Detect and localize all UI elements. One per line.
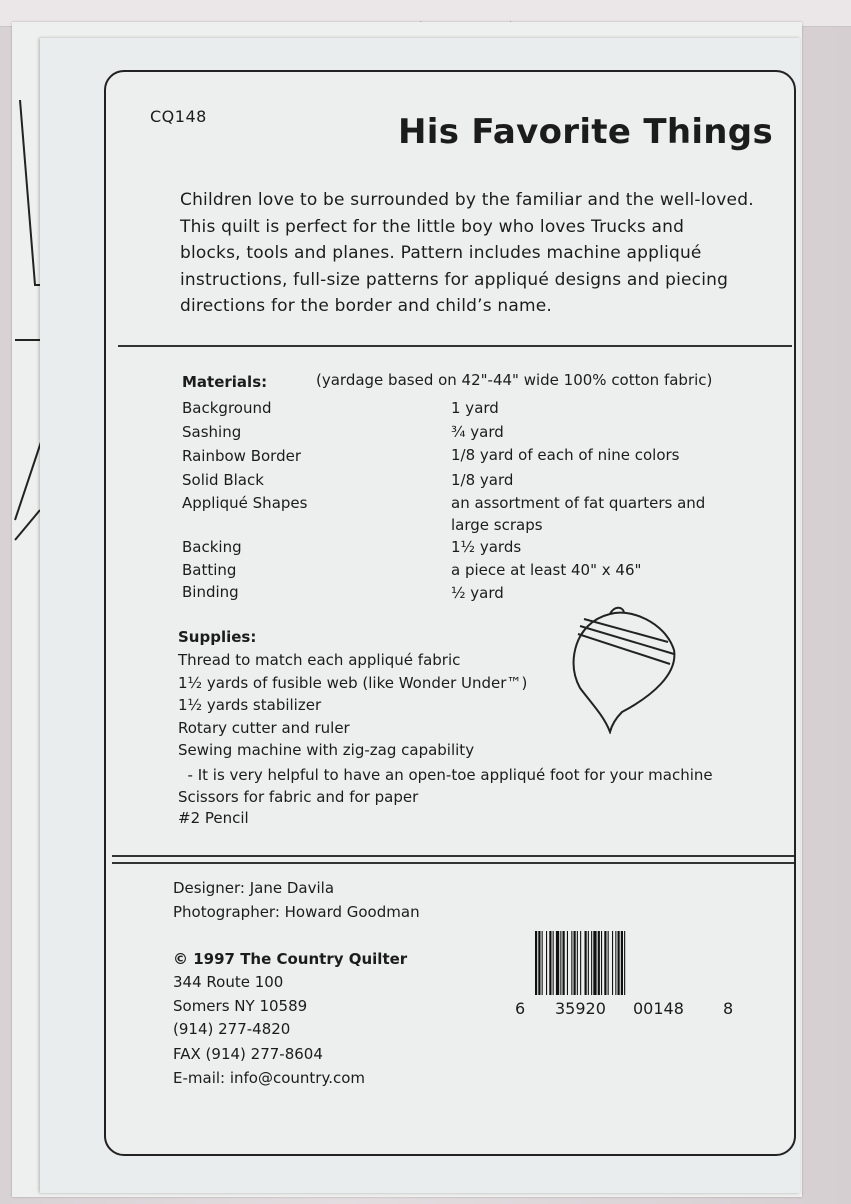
address-line: Somers NY 10589 xyxy=(173,997,308,1015)
material-amount: 1 yard xyxy=(451,399,499,417)
intro-line: This quilt is perfect for the little boy who loves Trucks and xyxy=(180,216,685,237)
supply-item: 1½ yards stabilizer xyxy=(178,696,322,714)
materials-note: (yardage based on 42"-44" wide 100% cotton fabric) xyxy=(316,371,713,389)
section-divider xyxy=(112,855,794,857)
fax-number: FAX (914) 277-8604 xyxy=(173,1045,323,1063)
intro-line: instructions, full-size patterns for appliqué designs and piecing xyxy=(180,269,729,290)
material-amount-continued: large scraps xyxy=(451,516,543,534)
intro-line: Children love to be surrounded by the familiar and the well-loved. xyxy=(180,190,754,210)
material-name: Batting xyxy=(182,561,237,579)
supply-item: 1½ yards of fusible web (like Wonder Under™) xyxy=(178,674,528,692)
phone-number: (914) 277-4820 xyxy=(173,1020,291,1038)
material-name: Rainbow Border xyxy=(182,447,301,465)
material-amount: 1½ yards xyxy=(451,538,522,556)
material-name: Appliqué Shapes xyxy=(182,494,308,512)
supply-item: Thread to match each appliqué fabric xyxy=(178,651,461,669)
material-name: Solid Black xyxy=(182,471,264,489)
spinning-top-icon xyxy=(570,604,678,734)
material-amount: 1/8 yard of each of nine colors xyxy=(451,446,680,464)
page-title: His Favorite Things xyxy=(398,112,773,152)
material-name: Backing xyxy=(182,538,242,556)
intro-line: blocks, tools and planes. Pattern includes machine appliqué xyxy=(180,243,702,263)
barcode-digit-group: 00148 xyxy=(633,999,684,1018)
material-name: Background xyxy=(182,399,272,417)
email-address: E-mail: info@country.com xyxy=(173,1069,366,1087)
material-amount: 1/8 yard xyxy=(451,471,514,489)
material-amount: ¾ yard xyxy=(451,423,504,441)
material-amount: ½ yard xyxy=(451,584,504,602)
supply-item: Sewing machine with zig-zag capability xyxy=(178,741,475,759)
material-amount: an assortment of fat quarters and xyxy=(451,494,706,512)
material-name: Sashing xyxy=(182,423,242,441)
designer-credit: Designer: Jane Davila xyxy=(173,879,335,897)
intro-line: directions for the border and child’s name. xyxy=(180,296,552,316)
section-divider xyxy=(112,862,794,864)
barcode-digit-group: 8 xyxy=(723,999,734,1018)
materials-heading: Materials: xyxy=(182,373,268,391)
copyright-line: © 1997 The Country Quilter xyxy=(173,950,408,968)
address-line: 344 Route 100 xyxy=(173,973,284,991)
supply-item: Scissors for fabric and for paper xyxy=(178,788,419,806)
material-name: Binding xyxy=(182,583,239,601)
supply-item: Rotary cutter and ruler xyxy=(178,719,350,737)
barcode-digit-group: 6 xyxy=(515,999,526,1018)
pattern-code: CQ148 xyxy=(150,107,207,126)
intro-paragraph xyxy=(180,187,770,320)
section-divider xyxy=(118,345,792,347)
barcode-bars xyxy=(535,931,715,995)
supply-item: #2 Pencil xyxy=(178,809,249,827)
material-amount: a piece at least 40" x 46" xyxy=(451,561,642,579)
photographer-credit: Photographer: Howard Goodman xyxy=(173,903,420,921)
upc-barcode xyxy=(515,931,740,1026)
barcode-digit-group: 35920 xyxy=(555,999,606,1018)
supplies-heading: Supplies: xyxy=(178,628,257,646)
supply-note: - It is very helpful to have an open-toe appliqué foot for your machine xyxy=(178,766,713,784)
